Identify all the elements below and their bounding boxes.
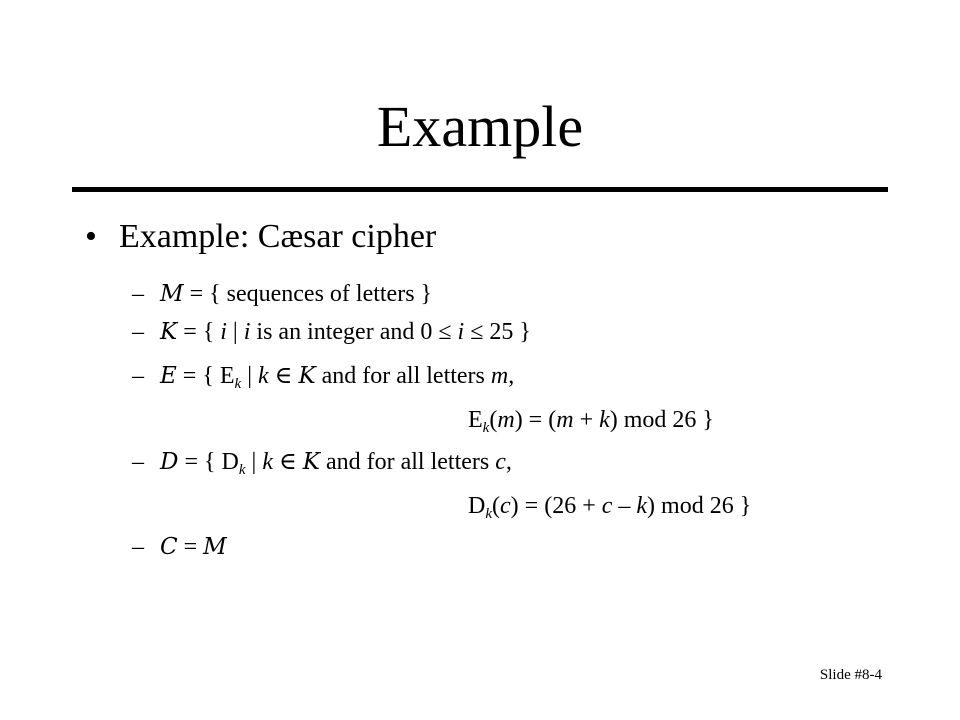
decryption-formula	[468, 493, 752, 522]
slide-title: Example	[376, 94, 584, 159]
subscript-k: k	[485, 506, 493, 522]
var-k: k	[636, 493, 648, 519]
var-i: i	[220, 319, 227, 345]
formula-end: ) mod 26 }	[609, 407, 714, 433]
ciphertext-set-symbol: C	[160, 534, 178, 560]
dash-marker: –	[132, 449, 144, 475]
formula-end: ) mod 26 }	[647, 493, 752, 519]
subscript-k: k	[238, 462, 246, 478]
decryption-set-end: ,	[505, 449, 512, 475]
element-of-symbol: ∈	[268, 363, 299, 389]
formula-minus: –	[612, 493, 637, 519]
var-D: D	[221, 449, 239, 475]
decryption-set-mid: and for all letters	[319, 449, 496, 475]
title-rule	[72, 187, 888, 192]
decryption-set-eq: = {	[178, 449, 222, 475]
bullet-marker: •	[85, 218, 97, 255]
sub-item-key-set	[132, 320, 531, 344]
formula-mid: ) = (26 +	[510, 493, 602, 519]
message-set-text: = { sequences of letters }	[183, 281, 433, 307]
ciphertext-set-eq: =	[177, 534, 204, 560]
formula-open: (	[492, 493, 501, 519]
encryption-set-symbol: E	[160, 363, 177, 389]
var-i: i	[457, 319, 465, 345]
message-set-symbol: M	[203, 534, 227, 560]
var-k: k	[258, 363, 269, 389]
encryption-set-mid: and for all letters	[315, 363, 491, 389]
var-k: k	[262, 449, 273, 475]
subscript-k: k	[482, 420, 490, 436]
var-m: m	[490, 363, 509, 389]
dash-marker: –	[132, 319, 144, 345]
encryption-set-bar: |	[241, 363, 259, 389]
var-k: k	[599, 407, 610, 433]
formula-plus: +	[573, 407, 600, 433]
message-set-symbol: M	[160, 281, 184, 307]
sub-item-ciphertext-set	[132, 535, 227, 559]
var-m: m	[497, 407, 515, 433]
bullet-item	[85, 220, 436, 254]
encryption-set-end: ,	[508, 363, 515, 389]
key-set-symbol: K	[160, 319, 178, 345]
encryption-set-eq: = {	[176, 363, 220, 389]
sub-item-encryption-set	[132, 363, 515, 392]
formula-open: (	[489, 407, 498, 433]
var-c: c	[601, 493, 613, 519]
key-set-symbol: K	[298, 363, 316, 389]
var-D: D	[468, 493, 486, 519]
dash-marker: –	[132, 534, 144, 560]
subscript-k: k	[234, 376, 242, 392]
var-c: c	[495, 449, 506, 475]
sub-item-decryption-set	[132, 449, 512, 478]
key-set-bar: |	[226, 319, 244, 345]
encryption-formula	[468, 407, 714, 436]
var-i: i	[243, 319, 251, 345]
bullet-text: Example: Cæsar cipher	[119, 218, 437, 255]
slide-number: Slide #8-4	[819, 667, 882, 683]
decryption-set-bar: |	[245, 449, 263, 475]
key-set-eq: = {	[177, 319, 221, 345]
var-E: E	[468, 407, 483, 433]
dash-marker: –	[132, 363, 144, 389]
dash-marker: –	[132, 281, 144, 307]
var-E: E	[219, 363, 235, 389]
sub-item-message-set	[132, 282, 432, 306]
key-set-symbol: K	[302, 449, 320, 475]
key-set-mid: is an integer and 0 ≤	[250, 319, 458, 345]
element-of-symbol: ∈	[273, 449, 303, 475]
var-m: m	[556, 407, 574, 433]
decryption-set-symbol: D	[160, 449, 179, 475]
key-set-end: ≤ 25 }	[464, 319, 531, 345]
formula-mid: ) = (	[514, 407, 557, 433]
var-c: c	[500, 493, 511, 519]
